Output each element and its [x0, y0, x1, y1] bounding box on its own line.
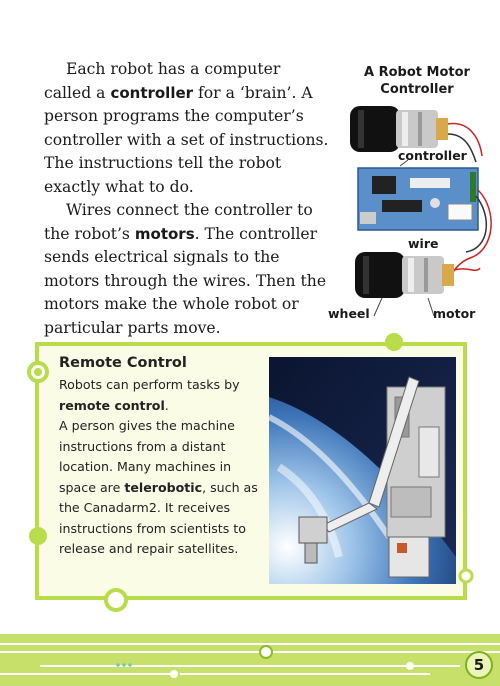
label-motor: motor: [433, 306, 476, 321]
term-remote-control: remote control: [59, 397, 165, 413]
label-wire: wire: [408, 236, 439, 251]
panel-paragraph-2: A person gives the machine instructions from a distant location. Many machines in space are telerobotic, such as the Canadarm2. It receives instructions from scientists to release and repair satellites.: [59, 418, 258, 556]
circuit-band: [0, 630, 500, 686]
term-controller: controller: [110, 83, 194, 102]
motor-controller-illustration: [330, 100, 500, 330]
controller-board: [358, 168, 478, 230]
upper-motor: [350, 106, 448, 152]
canadarm-photo: [269, 357, 456, 584]
term-motors: motors: [134, 224, 195, 243]
panel-text: [59, 375, 264, 560]
page-number: 5: [465, 651, 493, 679]
paragraph-motors: Wires connect the controller to the robot’s motors. The controller sends electrical signals to the motors through the wires. Then the motors make the whole robot or particular parts move.: [44, 201, 327, 337]
paragraph-controller: Each robot has a computer called a controller for a ‘brain’. A person programs the computer’s controller with a set of instructions. The instructions tell the robot exactly what to do.: [44, 60, 329, 196]
label-controller: controller: [398, 148, 467, 163]
lower-motor: [355, 252, 454, 298]
figure-title: A Robot Motor Controller: [364, 65, 470, 97]
panel-title: Remote Control: [59, 355, 187, 371]
term-telerobotic: telerobotic: [124, 479, 203, 495]
main-text: [44, 58, 332, 340]
panel-paragraph-1: Robots can perform tasks by remote control.: [59, 377, 240, 413]
label-wheel: wheel: [328, 306, 370, 321]
